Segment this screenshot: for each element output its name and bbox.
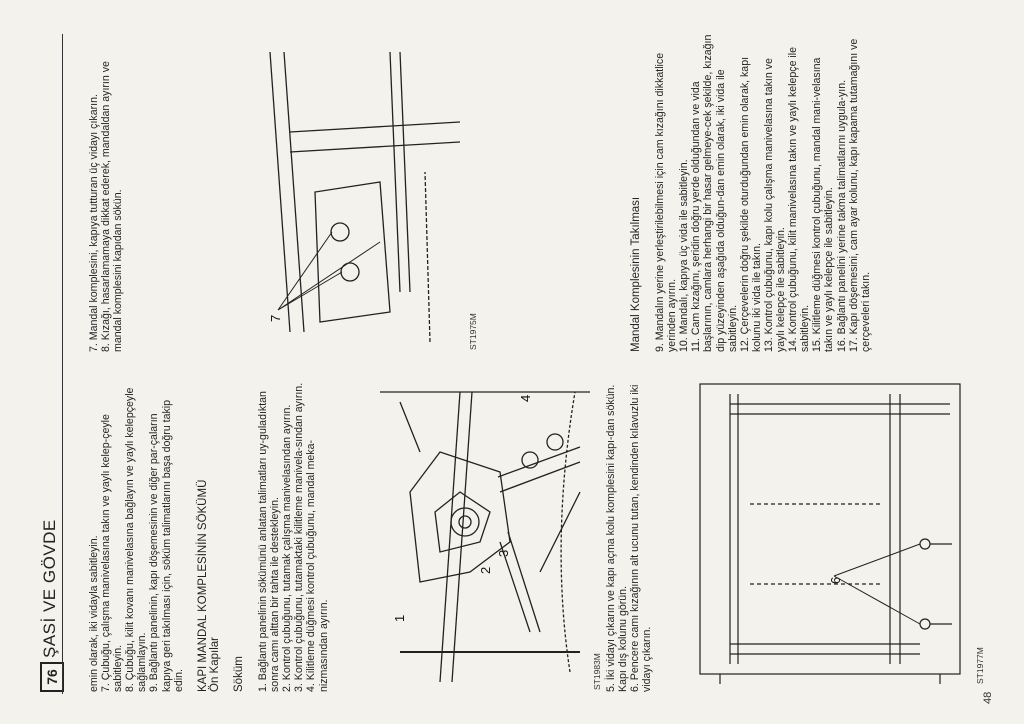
step: 4. Kilitleme düğmesi kontrol çubuğunu, mandal meka-nizmasından ayırın. xyxy=(305,439,330,692)
latch-mechanism-drawing xyxy=(380,376,590,692)
install-step: 9. Mandalın yerine yerleştirilebilmesi için cam kızağını dikkatlice yerinden ayırın. xyxy=(654,52,679,352)
intro-line: 9. Bağlantı panelinin, kapı döşemesinin ve diğer par-çaların kapıya geri takılması için, söküm talimatlarını başa doğru takip edin. xyxy=(148,399,185,692)
page-number-box: 76 xyxy=(40,662,64,692)
fig1-label-4: 4 xyxy=(518,394,533,402)
install-heading: Mandal Komplesinin Takılması xyxy=(630,196,642,352)
step: 3. Kontrol çubuğunu, tutamaktaki kilitleme manivela-sından ayırın. xyxy=(293,382,306,692)
step: 7. Mandal komplesini, kapıya tutturan üç vidayı çıkarın. xyxy=(88,94,100,352)
figure-latch-screws xyxy=(260,34,460,352)
install-step: 14. Kontrol çubuğunu, kilit manivelasına takın ve yaylı kelepçe ile sabitleyin. xyxy=(787,46,812,352)
fig3-caption: ST1975M xyxy=(468,313,478,350)
page-number: 48 xyxy=(982,691,994,704)
fig2-caption: ST1977M xyxy=(975,647,985,684)
step: 8. Kızağı, hasarlamamaya dikkat ederek, mandaldan ayırın ve mandal komplesini kapıdan sökün. xyxy=(100,61,125,352)
fig1-label-1: 1 xyxy=(392,614,407,622)
install-step: 17. Kapı döşemesini, cam ayar kolunu, kapı kapama tutamağını ve çerçeveleri takın. xyxy=(847,38,872,352)
step: 6. Pencere camı kızağının alt ucunu tutan, kendinden kılavuzlu iki vidayı çıkarın. xyxy=(629,384,654,692)
fig1-caption: ST1983M xyxy=(592,653,602,690)
heading-sub: Ön Kapılar xyxy=(208,637,221,692)
heading-main: KAPI MANDAL KOMPLESİNİN SÖKÜMÜ xyxy=(196,479,209,692)
section-title: ŞASİ VE GÖVDE xyxy=(40,519,59,658)
install-step: 11. Cam kızağını, şeridin doğru yerde olduğundan ve vida başlarının, camlara herhangi bir hasar gelmeye-cek şekilde, kızağın dip yüzeyinden aşağıda olduğun-dan emin olarak, iki vida ile sabitleyin. xyxy=(690,34,739,352)
install-step: 12. Çerçevelerin doğru şekilde oturduğundan emin olarak, kapı kolunu iki vida ile takın. xyxy=(738,56,763,352)
glass-channel-drawing xyxy=(690,372,970,684)
install-section xyxy=(630,34,872,352)
fig2-label-6: 6 xyxy=(828,576,843,584)
fig3-label-7: 7 xyxy=(268,314,283,322)
step: 2. Kontrol çubuğunu, tutamak çalışma manivelasından ayırın. xyxy=(281,404,294,692)
column1-text xyxy=(88,380,330,692)
figure-latch-mechanism xyxy=(380,376,590,692)
heading-sokum: Söküm xyxy=(232,656,245,692)
install-step: 16. Bağlantı panelini yerine takma talimatlarını uygula-yın. xyxy=(835,79,848,352)
step: 1. Bağlantı panelinin sökümünü anlatan talimatları uy-guladıktan sonra camı alttan bir tahta ile destekleyin. xyxy=(257,391,282,692)
header-rule xyxy=(62,34,63,694)
fig1-followup-text xyxy=(605,380,653,692)
latch-screws-drawing xyxy=(260,34,460,352)
intro-line: emin olarak, iki vidayla sabitleyin. xyxy=(88,535,100,692)
figure-glass-channel xyxy=(690,372,970,684)
install-step: 10. Mandalı, kapıya üç vida ile sabitleyin. xyxy=(678,159,691,352)
install-step: 13. Kontrol çubuğunu, kapı kolu çalışma manivelasına takın ve yaylı kelepçe ile sabitleyin. xyxy=(762,58,788,352)
intro-line: 8. Çubuğu, kilit kovanı manivelasına bağlayın ve yaylı kelepçeyle sağlamlayın. xyxy=(124,387,149,692)
install-step: 15. Kilitleme düğmesi kontrol çubuğunu, mandal mani-velasına takın ve yaylı kelepçe ile sabitleyin. xyxy=(811,57,836,352)
column2-text xyxy=(88,34,124,352)
fig1-label-2: 2 xyxy=(478,566,493,574)
step: 5. İki vidayı çıkarın ve kapı açma kolu komplesini kapı-dan sökün. Kapı dış kolunu görün. xyxy=(605,384,630,692)
fig1-label-3: 3 xyxy=(496,549,511,557)
intro-line: 7. Çubuğu, çalışma manivelasına takın ve yaylı kelep-çeyle sabitleyin. xyxy=(100,414,125,692)
